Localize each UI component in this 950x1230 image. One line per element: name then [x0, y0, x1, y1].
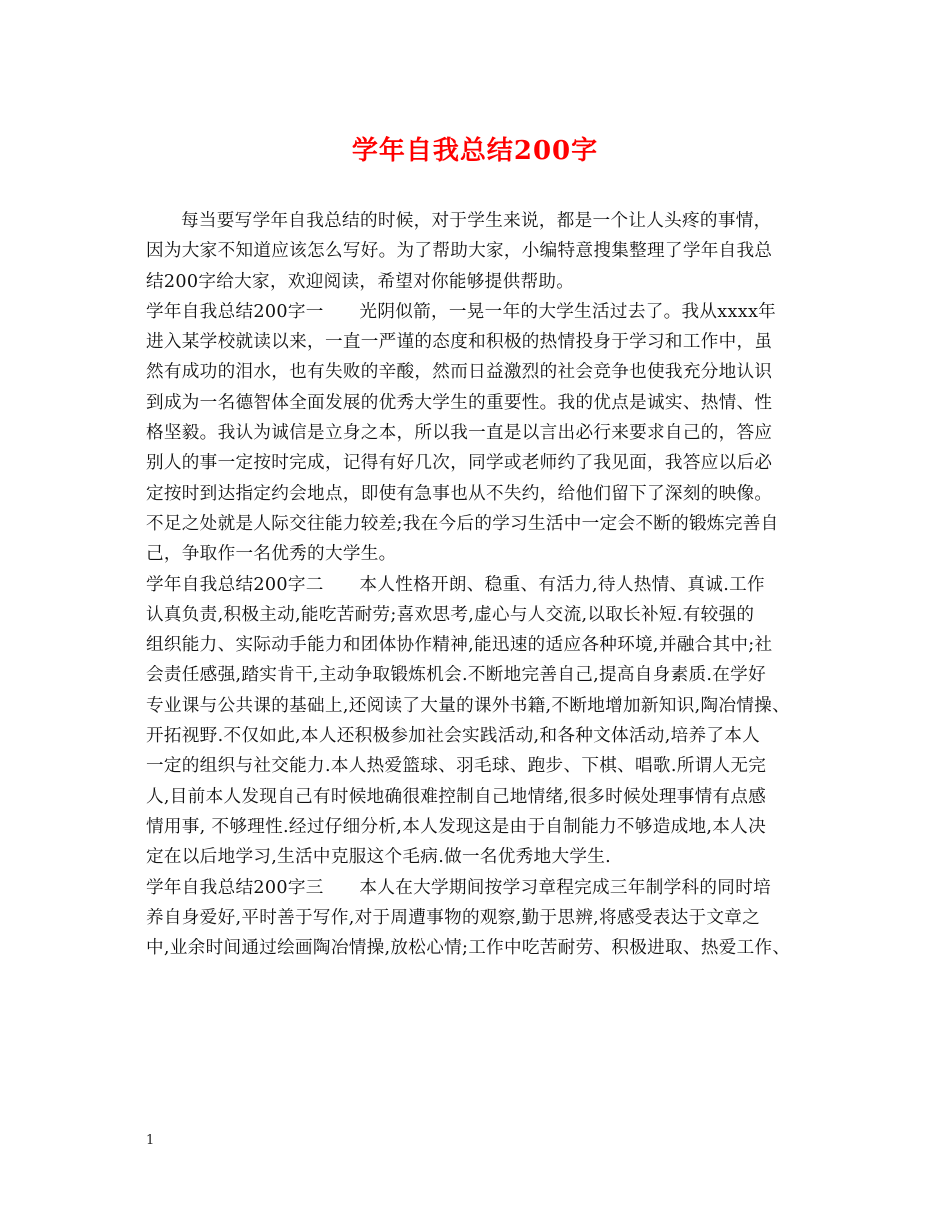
paragraph-line: 每当要写学年自我总结的时候，对于学生来说，都是一个让人头疼的事情，	[181, 211, 772, 231]
paragraph-line: 中,业余时间通过绘画陶冶情操,放松心情;工作中吃苦耐劳、积极进取、热爱工作、	[146, 938, 791, 959]
paragraph-line: 己，争取作一名优秀的大学生。	[146, 544, 397, 565]
section-heading-line: 学年自我总结200字二 本人性格开朗、稳重、有活力,待人热情、真诚.工作	[146, 574, 765, 595]
paragraph-line: 因为大家不知道应该怎么写好。为了帮助大家，小编特意搜集整理了学年自我总	[146, 241, 773, 262]
section-heading-line: 学年自我总结200字一 光阴似箭，一晃一年的大学生活过去了。我从xxxx年	[146, 301, 777, 322]
paragraph-line: 然有成功的泪水，也有失败的辛酸，然而日益激烈的社会竞争也使我充分地认识	[146, 362, 773, 383]
paragraph-line: 组织能力、实际动手能力和团体协作精神,能迅速的适应各种环境,并融合其中;社	[146, 635, 773, 656]
paragraph-line: 到成为一名德智体全面发展的优秀大学生的重要性。我的优点是诚实、热情、性	[146, 392, 773, 413]
paragraph-line: 会责任感强,踏实肯干,主动争取锻炼机会.不断地完善自己,提高自身素质.在学好	[146, 665, 766, 686]
paragraph-line: 情用事, 不够理性.经过仔细分析,本人发现这是由于自制能力不够造成地,本人决	[146, 816, 766, 837]
paragraph-line: 专业课与公共课的基础上,还阅读了大量的课外书籍,不断地增加新知识,陶冶情操、	[146, 695, 790, 716]
paragraph-line: 别人的事一定按时完成，记得有好几次，同学或老师约了我见面，我答应以后必	[146, 453, 773, 474]
page-title: 学年自我总结200字	[351, 136, 599, 166]
paragraph-line: 进入某学校就读以来，一直一严谨的态度和积极的热情投身于学习和工作中，虽	[146, 332, 773, 353]
paragraph-line: 不足之处就是人际交往能力较差;我在今后的学习生活中一定会不断的锻炼完善自	[146, 513, 779, 534]
paragraph-line: 开拓视野.不仅如此,本人还积极参加社会实践活动,和各种文体活动,培养了本人	[146, 726, 761, 747]
paragraph-line: 定按时到达指定约会地点，即使有急事也从不失约，给他们留下了深刻的映像。	[146, 483, 773, 504]
paragraph-line: 格坚毅。我认为诚信是立身之本，所以我一直是以言出必行来要求自己的，答应	[146, 423, 773, 444]
paragraph-line: 定在以后地学习,生活中克服这个毛病.做一名优秀地大学生.	[146, 847, 612, 868]
paragraph-line: 一定的组织与社交能力.本人热爱篮球、羽毛球、跑步、下棋、唱歌.所谓人无完	[146, 756, 767, 777]
document-body	[146, 206, 826, 963]
paragraph-line: 人,目前本人发现自己有时候地确很难控制自己地情绪,很多时候处理事情有点感	[146, 786, 767, 807]
section-heading-line: 学年自我总结200字三 本人在大学期间按学习章程完成三年制学科的同时培	[146, 877, 771, 898]
paragraph-line: 认真负责,积极主动,能吃苦耐劳;喜欢思考,虚心与人交流,以取长补短.有较强的	[146, 604, 755, 625]
paragraph-line: 结200字给大家，欢迎阅读，希望对你能够提供帮助。	[146, 271, 575, 292]
paragraph-line: 养自身爱好,平时善于写作,对于周遭事物的观察,勤于思辨,将感受表达于文章之	[146, 907, 761, 928]
page-number: 1	[146, 1133, 155, 1148]
